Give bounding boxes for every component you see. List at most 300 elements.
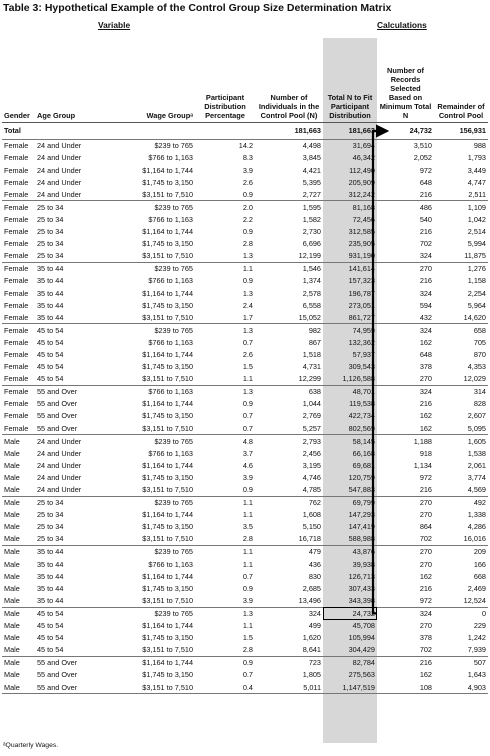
cell-remainder: 2,607 <box>467 411 486 421</box>
cell-participant-pct: 0.7 <box>242 670 253 680</box>
header-participant-pct: Participant Distribution Percentage <box>204 92 246 120</box>
cell-gender: Female <box>4 399 29 409</box>
cell-age-group: 45 to 54 <box>37 621 64 631</box>
cell-wage-group: $1,164 to 1,744 <box>142 571 193 581</box>
cell-num-individuals: 1,608 <box>302 510 321 520</box>
cell-total-n: 147,419 <box>348 522 375 532</box>
cell-num-records: 702 <box>419 239 432 249</box>
table-row <box>2 484 488 497</box>
table-row <box>2 496 488 509</box>
cell-age-group: 35 to 44 <box>35 594 103 607</box>
cell-remainder: 7,939 <box>434 644 488 657</box>
cell-wage-group: $1,745 to 3,150 <box>142 472 193 482</box>
cell-gender: Female <box>4 387 29 397</box>
cell-remainder: 2,254 <box>467 288 486 298</box>
cell-age-group: 25 to 34 <box>37 498 64 508</box>
cell-num-records: 324 <box>419 608 432 618</box>
cell-gender: Female <box>4 349 29 359</box>
table-row <box>2 311 488 324</box>
cell-num-records: 270 <box>419 547 432 557</box>
table-row <box>2 472 488 484</box>
table-row <box>2 152 488 164</box>
table-row <box>2 533 488 546</box>
cell-num-records: 864 <box>419 522 432 532</box>
cell-total-n: 588,988 <box>323 533 377 546</box>
cell-gender: Female <box>4 202 29 212</box>
table-row <box>2 632 488 644</box>
table-row <box>2 546 488 559</box>
cell-age-group: 55 and Over <box>37 670 78 680</box>
cell-num-records: 216 <box>419 276 432 286</box>
cell-total-n: 105,994 <box>348 633 375 643</box>
cell-participant-pct: 4.8 <box>242 436 253 446</box>
cell-remainder: 5,994 <box>467 239 486 249</box>
table-row <box>2 422 488 435</box>
cell-age-group: 35 to 44 <box>37 583 64 593</box>
cell-wage-group: $3,151 to 7,510 <box>103 311 195 324</box>
cell-remainder: 3,449 <box>467 165 486 175</box>
cell-age-group: 25 to 34 <box>37 522 64 532</box>
cell-remainder: 4,286 <box>467 522 486 532</box>
cell-total-n: 120,759 <box>348 472 375 482</box>
cell-num-individuals: 479 <box>308 547 321 557</box>
cell-participant-pct: 0.7 <box>195 422 255 435</box>
section-calculations-heading: Calculations <box>377 20 427 30</box>
cell-age-group: 24 and Under <box>37 472 82 482</box>
table-row <box>2 594 488 607</box>
cell-num-records: 972 <box>419 472 432 482</box>
cell-participant-pct: 0.7 <box>242 337 253 347</box>
cell-num-records: 270 <box>419 510 432 520</box>
cell-remainder: 5,095 <box>434 422 488 435</box>
header-total-n: Total N to Fit Participant Distribution <box>327 92 373 120</box>
cell-wage-group: $766 to 1,163 <box>148 337 193 347</box>
cell-total-n: 147,293 <box>348 510 375 520</box>
cell-wage-group: $1,164 to 1,744 <box>142 658 193 668</box>
cell-remainder: 2,514 <box>467 227 486 237</box>
cell-age-group: 24 and Under <box>37 448 82 458</box>
header-age-group: Age Group <box>37 110 76 120</box>
cell-total-n: 31,694 <box>352 141 375 151</box>
footnote: ᵃQuarterly Wages. <box>3 742 59 749</box>
cell-total-n: 66,168 <box>352 448 375 458</box>
cell-wage-group: $1,164 to 1,744 <box>142 165 193 175</box>
cell-remainder: 828 <box>473 399 486 409</box>
cell-total-n: 82,784 <box>352 658 375 668</box>
cell-num-records: 972 <box>419 165 432 175</box>
cell-participant-pct: 1.7 <box>195 311 255 324</box>
cell-num-records: 1,188 <box>413 436 432 446</box>
table-row <box>2 435 488 448</box>
cell-num-records: 378 <box>419 362 432 372</box>
cell-participant-pct: 2.8 <box>195 644 255 657</box>
header-num-records: Number of Records Selected Based on Minimum Total N <box>379 65 432 120</box>
cell-age-group: 55 and Over <box>37 399 78 409</box>
cell-participant-pct: 2.0 <box>242 202 253 212</box>
cell-remainder: 12,524 <box>434 594 488 607</box>
cell-gender: Male <box>2 484 35 497</box>
cell-age-group: 45 to 54 <box>35 644 103 657</box>
cell-remainder: 4,747 <box>467 177 486 187</box>
cell-total-n: 931,190 <box>323 250 377 263</box>
cell-wage-group: $239 to 765 <box>154 202 193 212</box>
cell-age-group: 45 to 54 <box>37 325 64 335</box>
cell-wage-group: $766 to 1,163 <box>148 214 193 224</box>
cell-total-n: 81,168 <box>352 202 375 212</box>
cell-wage-group: $1,164 to 1,744 <box>142 288 193 298</box>
cell-age-group: 35 to 44 <box>37 559 64 569</box>
cell-total-n: 312,585 <box>348 227 375 237</box>
cell-num-records: 432 <box>377 311 434 324</box>
cell-num-individuals: 1,546 <box>302 264 321 274</box>
cell-wage-group: $239 to 765 <box>154 325 193 335</box>
cell-wage-group: $1,164 to 1,744 <box>142 349 193 359</box>
cell-remainder: 12,029 <box>434 373 488 386</box>
cell-participant-pct: 0.9 <box>195 188 255 201</box>
cell-num-individuals: 5,011 <box>255 681 323 694</box>
cell-gender: Female <box>4 276 29 286</box>
total-label: Total <box>2 123 35 140</box>
cell-num-records: 486 <box>419 202 432 212</box>
cell-num-records: 702 <box>377 644 434 657</box>
cell-remainder: 314 <box>473 387 486 397</box>
cell-age-group: 24 and Under <box>37 460 82 470</box>
cell-participant-pct: 2.6 <box>242 349 253 359</box>
cell-gender: Male <box>2 681 35 694</box>
cell-gender: Female <box>4 177 29 187</box>
cell-age-group: 35 to 44 <box>37 264 64 274</box>
cell-remainder: 166 <box>473 559 486 569</box>
cell-age-group: 25 to 34 <box>37 227 64 237</box>
table-row <box>2 459 488 471</box>
cell-remainder: 658 <box>473 325 486 335</box>
table-row <box>2 447 488 459</box>
cell-remainder: 870 <box>473 349 486 359</box>
cell-participant-pct: 0.9 <box>242 658 253 668</box>
cell-wage-group: $1,164 to 1,744 <box>142 227 193 237</box>
cell-participant-pct: 1.3 <box>242 608 253 618</box>
cell-num-records: 270 <box>377 373 434 386</box>
cell-wage-group: $766 to 1,163 <box>148 559 193 569</box>
cell-num-individuals: 4,746 <box>302 472 321 482</box>
cell-gender: Male <box>2 644 35 657</box>
table-row <box>2 337 488 349</box>
header-num-individuals: Number of Individuals in the Control Pool (N) <box>258 92 320 120</box>
cell-gender: Male <box>4 658 20 668</box>
cell-total-n: 126,713 <box>348 571 375 581</box>
cell-num-individuals: 1,374 <box>302 276 321 286</box>
total-total-n: 181,663 <box>323 123 377 140</box>
table-row <box>2 410 488 422</box>
table-row <box>2 214 488 226</box>
cell-wage-group: $1,164 to 1,744 <box>142 460 193 470</box>
cell-num-individuals: 8,641 <box>255 644 323 657</box>
cell-participant-pct: 1.1 <box>242 547 253 557</box>
cell-participant-pct: 3.9 <box>242 165 253 175</box>
cell-num-individuals: 324 <box>308 608 321 618</box>
cell-num-individuals: 3,195 <box>302 460 321 470</box>
cell-gender: Male <box>4 559 20 569</box>
cell-wage-group: $3,151 to 7,510 <box>103 594 195 607</box>
cell-participant-pct: 0.9 <box>242 227 253 237</box>
cell-num-records: 162 <box>419 571 432 581</box>
cell-wage-group: $3,151 to 7,510 <box>103 644 195 657</box>
cell-participant-pct: 2.6 <box>242 177 253 187</box>
cell-num-records: 216 <box>419 227 432 237</box>
cell-total-n: 196,787 <box>348 288 375 298</box>
cell-num-individuals: 15,052 <box>255 311 323 324</box>
cell-participant-pct: 3.7 <box>242 448 253 458</box>
cell-age-group: 45 to 54 <box>37 633 64 643</box>
cell-num-records: 324 <box>377 250 434 263</box>
cell-num-individuals: 723 <box>308 658 321 668</box>
cell-gender: Female <box>4 411 29 421</box>
cell-num-individuals: 6,558 <box>302 300 321 310</box>
table-row <box>2 164 488 176</box>
cell-num-individuals: 830 <box>308 571 321 581</box>
cell-total-n: 46,342 <box>352 153 375 163</box>
cell-wage-group: $766 to 1,163 <box>148 153 193 163</box>
total-row <box>2 123 488 140</box>
cell-participant-pct: 1.1 <box>242 510 253 520</box>
cell-remainder: 1,538 <box>467 448 486 458</box>
cell-age-group: 24 and Under <box>37 177 82 187</box>
cell-remainder: 1,643 <box>467 670 486 680</box>
cell-wage-group: $1,745 to 3,150 <box>142 177 193 187</box>
cell-remainder: 507 <box>473 658 486 668</box>
cell-gender: Female <box>4 141 29 151</box>
cell-remainder: 229 <box>473 621 486 631</box>
cell-num-records: 324 <box>419 387 432 397</box>
cell-gender: Male <box>4 510 20 520</box>
cell-total-n: 275,563 <box>348 670 375 680</box>
cell-num-individuals: 1,805 <box>302 670 321 680</box>
cell-age-group: 55 and Over <box>37 658 78 668</box>
cell-remainder: 4,569 <box>434 484 488 497</box>
cell-age-group: 25 to 34 <box>37 214 64 224</box>
cell-remainder: 492 <box>473 498 486 508</box>
cell-remainder: 1,338 <box>467 510 486 520</box>
cell-gender: Male <box>2 594 35 607</box>
cell-wage-group: $1,745 to 3,150 <box>142 411 193 421</box>
cell-age-group: 25 to 34 <box>37 510 64 520</box>
cell-remainder: 11,875 <box>434 250 488 263</box>
cell-wage-group: $3,151 to 7,510 <box>103 250 195 263</box>
cell-gender: Female <box>4 153 29 163</box>
total-num-individuals: 181,663 <box>255 123 323 140</box>
cell-num-individuals: 499 <box>308 621 321 631</box>
cell-wage-group: $3,151 to 7,510 <box>103 533 195 546</box>
cell-age-group: 25 to 34 <box>37 239 64 249</box>
cell-num-records: 216 <box>419 399 432 409</box>
cell-age-group: 24 and Under <box>37 153 82 163</box>
cell-num-individuals: 3,845 <box>302 153 321 163</box>
cell-remainder: 1,276 <box>467 264 486 274</box>
cell-total-n: 43,876 <box>352 547 375 557</box>
cell-num-individuals: 12,199 <box>255 250 323 263</box>
table-row <box>2 176 488 188</box>
cell-wage-group: $1,164 to 1,744 <box>142 510 193 520</box>
cell-num-individuals: 982 <box>308 325 321 335</box>
cell-num-individuals: 4,498 <box>302 141 321 151</box>
cell-participant-pct: 1.3 <box>242 387 253 397</box>
cell-gender: Male <box>4 522 20 532</box>
cell-num-records: 162 <box>419 411 432 421</box>
cell-total-n: 1,126,588 <box>323 373 377 386</box>
cell-total-n: 112,490 <box>349 165 375 175</box>
cell-remainder: 5,964 <box>467 300 486 310</box>
cell-total-n: 72,456 <box>352 214 375 224</box>
cell-gender: Female <box>2 250 35 263</box>
cell-num-records: 162 <box>419 337 432 347</box>
cell-num-individuals: 4,421 <box>302 165 321 175</box>
cell-wage-group: $1,745 to 3,150 <box>142 583 193 593</box>
cell-gender: Male <box>4 621 20 631</box>
cell-participant-pct: 4.6 <box>242 460 253 470</box>
cell-gender: Male <box>4 448 20 458</box>
cell-participant-pct: 2.2 <box>242 214 253 224</box>
section-variable-heading: Variable <box>98 20 131 30</box>
cell-participant-pct: 2.8 <box>195 533 255 546</box>
cell-wage-group: $239 to 765 <box>154 498 193 508</box>
cell-age-group: 35 to 44 <box>37 300 64 310</box>
table-row <box>2 620 488 632</box>
table-row <box>2 582 488 594</box>
cell-wage-group: $1,164 to 1,744 <box>142 621 193 631</box>
cell-gender: Female <box>4 362 29 372</box>
cell-wage-group: $239 to 765 <box>154 608 193 618</box>
cell-num-records: 162 <box>377 422 434 435</box>
table-row <box>2 250 488 263</box>
cell-wage-group: $1,164 to 1,744 <box>142 399 193 409</box>
cell-age-group: 24 and Under <box>37 165 82 175</box>
table-row <box>2 324 488 337</box>
cell-total-n: 547,883 <box>323 484 377 497</box>
table-row <box>2 681 488 694</box>
table-title: Table 3: Hypothetical Example of the Control Group Size Determination Matrix <box>3 2 392 14</box>
cell-age-group: 35 to 44 <box>37 276 64 286</box>
cell-num-records: 162 <box>419 670 432 680</box>
cell-gender: Male <box>4 633 20 643</box>
cell-gender: Male <box>4 571 20 581</box>
cell-remainder: 1,158 <box>467 276 486 286</box>
cell-participant-pct: 0.9 <box>195 484 255 497</box>
table-row <box>2 361 488 373</box>
cell-gender: Female <box>2 422 35 435</box>
cell-num-individuals: 1,582 <box>302 214 321 224</box>
cell-remainder: 209 <box>473 547 486 557</box>
cell-participant-pct: 1.1 <box>242 498 253 508</box>
cell-wage-group: $1,745 to 3,150 <box>142 300 193 310</box>
cell-participant-pct: 1.3 <box>242 325 253 335</box>
cell-remainder: 1,605 <box>467 436 486 446</box>
cell-participant-pct: 0.4 <box>195 681 255 694</box>
cell-gender: Male <box>4 436 20 446</box>
table-row <box>2 188 488 201</box>
cell-age-group: 45 to 54 <box>37 608 64 618</box>
control-group-matrix-table <box>2 38 488 694</box>
cell-gender: Female <box>2 373 35 386</box>
cell-num-individuals: 13,496 <box>255 594 323 607</box>
cell-age-group: 35 to 44 <box>37 288 64 298</box>
table-row <box>2 275 488 287</box>
cell-participant-pct: 0.9 <box>242 276 253 286</box>
cell-remainder: 1,109 <box>467 202 486 212</box>
cell-num-records: 324 <box>419 288 432 298</box>
cell-wage-group: $766 to 1,163 <box>148 448 193 458</box>
cell-num-individuals: 4,731 <box>302 362 321 372</box>
cell-remainder: 705 <box>473 337 486 347</box>
table-row <box>2 201 488 214</box>
cell-age-group: 35 to 44 <box>37 571 64 581</box>
cell-num-records: 594 <box>419 300 432 310</box>
cell-remainder: 4,353 <box>467 362 486 372</box>
table-row <box>2 238 488 250</box>
cell-participant-pct: 0.9 <box>242 399 253 409</box>
cell-total-n: 861,727 <box>323 311 377 324</box>
total-remainder: 156,931 <box>434 123 488 140</box>
table-row <box>2 607 488 620</box>
cell-num-individuals: 1,620 <box>302 633 321 643</box>
cell-total-n: 307,433 <box>348 583 375 593</box>
table-row <box>2 656 488 669</box>
cell-wage-group: $766 to 1,163 <box>148 387 193 397</box>
cell-age-group: 45 to 54 <box>37 337 64 347</box>
cell-wage-group: $239 to 765 <box>154 141 193 151</box>
cell-num-records: 3,510 <box>413 141 432 151</box>
cell-gender: Female <box>4 214 29 224</box>
cell-wage-group: $3,151 to 7,510 <box>103 681 195 694</box>
cell-participant-pct: 0.7 <box>242 411 253 421</box>
cell-total-n: 132,362 <box>348 337 375 347</box>
cell-total-n: 309,543 <box>348 362 375 372</box>
cell-age-group: 35 to 44 <box>37 547 64 557</box>
header-wage-group: Wage Groupᵃ <box>146 110 193 120</box>
cell-age-group: 25 to 34 <box>35 250 103 263</box>
cell-num-individuals: 5,257 <box>255 422 323 435</box>
cell-participant-pct: 1.1 <box>242 621 253 631</box>
cell-num-records: 378 <box>419 633 432 643</box>
cell-remainder: 1,793 <box>467 153 486 163</box>
table-row <box>2 558 488 570</box>
cell-gender: Female <box>4 264 29 274</box>
cell-gender: Male <box>4 547 20 557</box>
cell-remainder: 16,016 <box>434 533 488 546</box>
cell-num-individuals: 16,718 <box>255 533 323 546</box>
cell-wage-group: $1,745 to 3,150 <box>142 239 193 249</box>
cell-total-n: 157,323 <box>348 276 375 286</box>
cell-participant-pct: 1.3 <box>242 288 253 298</box>
table-row <box>2 398 488 410</box>
cell-num-records: 216 <box>419 658 432 668</box>
cell-num-individuals: 2,456 <box>302 448 321 458</box>
cell-age-group: 25 to 34 <box>35 533 103 546</box>
cell-gender: Female <box>4 300 29 310</box>
cell-gender: Female <box>2 188 35 201</box>
cell-age-group: 35 to 44 <box>35 311 103 324</box>
cell-num-records: 270 <box>419 498 432 508</box>
cell-num-individuals: 6,696 <box>302 239 321 249</box>
cell-gender: Male <box>4 472 20 482</box>
cell-wage-group: $1,745 to 3,150 <box>142 362 193 372</box>
cell-participant-pct: 8.3 <box>242 153 253 163</box>
table-row <box>2 570 488 582</box>
cell-gender: Female <box>4 227 29 237</box>
cell-gender: Female <box>4 337 29 347</box>
cell-gender: Male <box>4 583 20 593</box>
cell-num-records: 2,052 <box>413 153 432 163</box>
cell-num-records: 972 <box>377 594 434 607</box>
